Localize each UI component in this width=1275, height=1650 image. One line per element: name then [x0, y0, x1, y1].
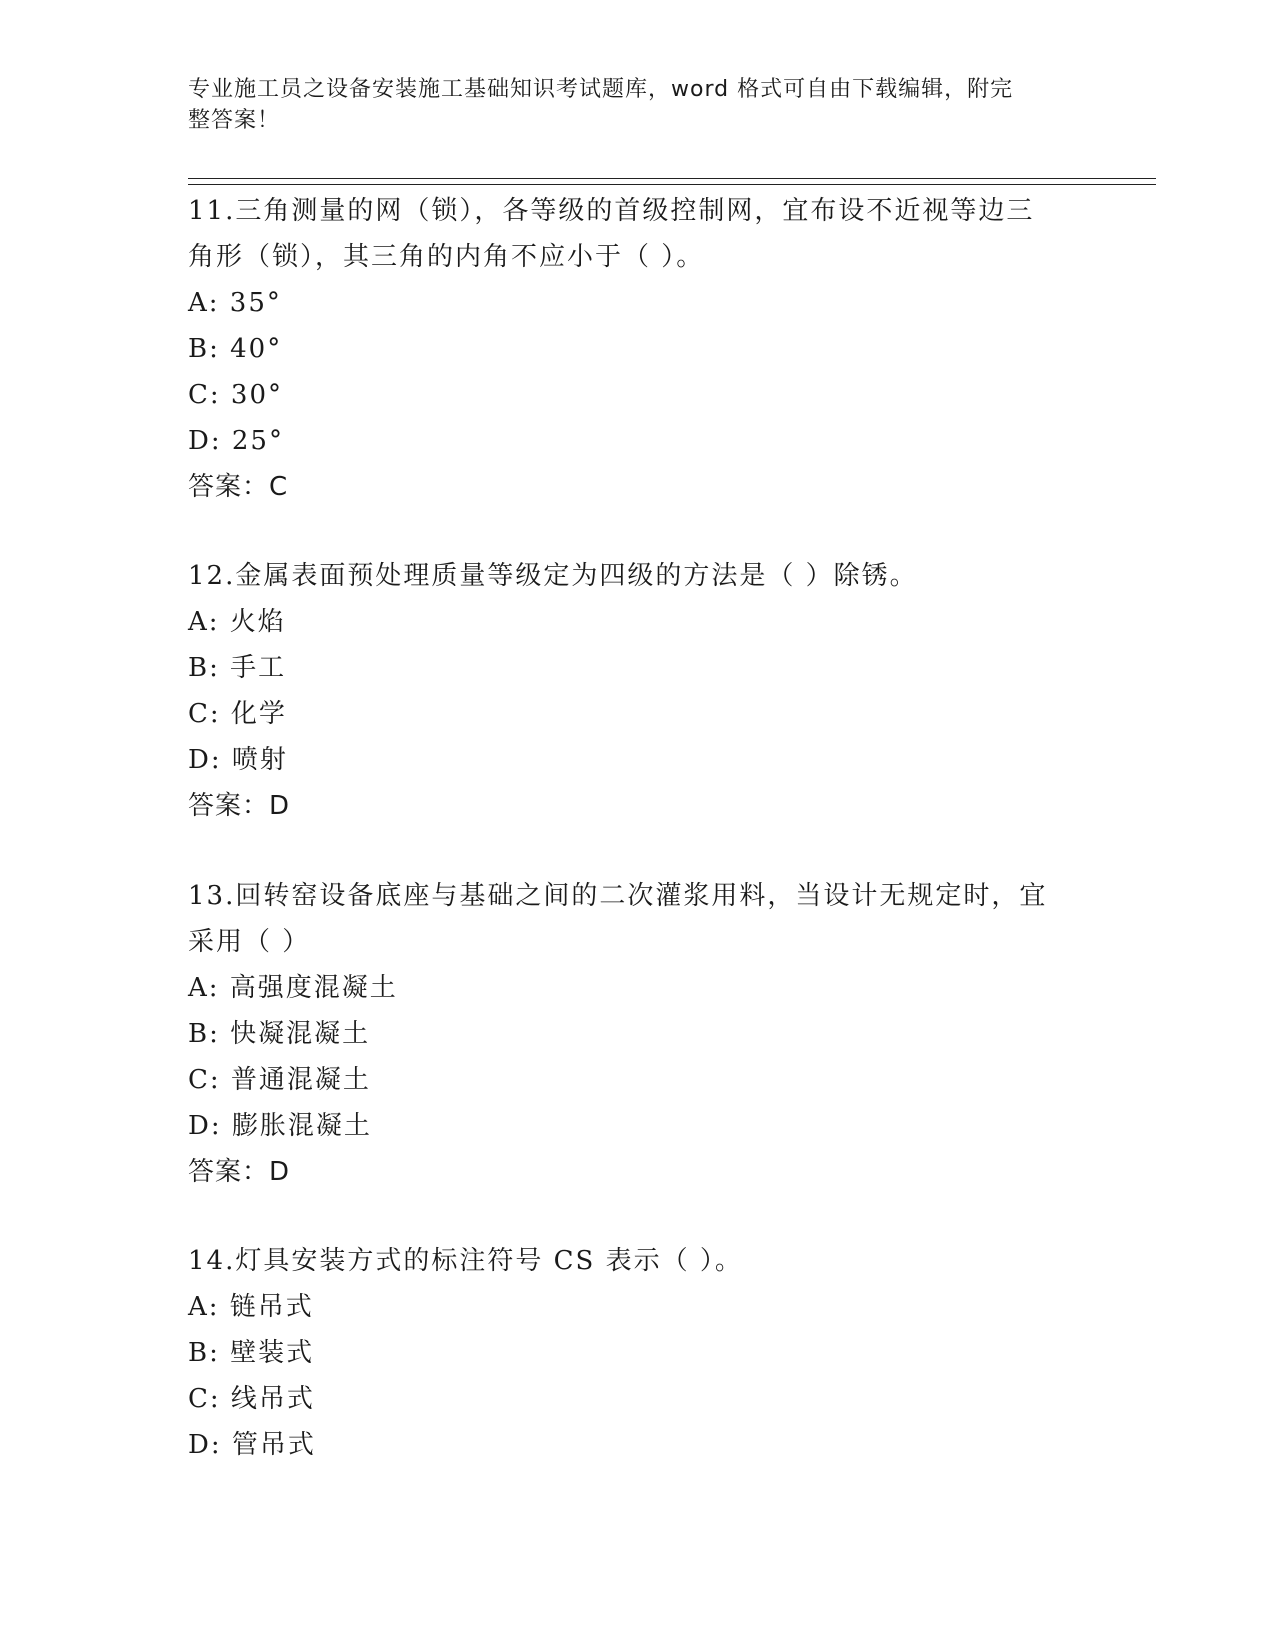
option-a: A: 火焰	[188, 607, 286, 637]
question-13	[188, 873, 1088, 1195]
option-c: C: 普通混凝土	[188, 1065, 371, 1095]
document-header	[188, 74, 1078, 136]
header-line-2: 整答案！	[188, 108, 281, 133]
option-d: D: 膨胀混凝土	[188, 1111, 372, 1141]
question-14	[188, 1238, 1088, 1468]
question-stem-line: 14.灯具安装方式的标注符号 CS 表示（ ）。	[188, 1246, 743, 1276]
answer: 答案：D	[188, 791, 291, 821]
question-stem-line: 12.金属表面预处理质量等级定为四级的方法是（ ）除锈。	[188, 561, 918, 591]
option-d: D: 管吊式	[188, 1430, 316, 1460]
option-d: D: 25°	[188, 426, 284, 456]
option-d: D: 喷射	[188, 745, 288, 775]
option-b: B: 壁装式	[188, 1338, 315, 1368]
question-stem-line: 13.回转窑设备底座与基础之间的二次灌浆用料，当设计无规定时，宜	[188, 881, 1048, 911]
question-12	[188, 553, 1088, 829]
answer: 答案：D	[188, 1157, 291, 1187]
header-divider-bottom	[188, 184, 1156, 185]
option-a: A: 高强度混凝土	[188, 973, 398, 1003]
question-stem-line: 采用（ ）	[188, 927, 311, 957]
option-b: B: 40°	[188, 334, 283, 364]
answer: 答案：C	[188, 472, 289, 502]
option-a: A: 链吊式	[188, 1292, 314, 1322]
header-line-1: 专业施工员之设备安装施工基础知识考试题库，word 格式可自由下载编辑，附完	[188, 77, 1014, 102]
option-a: A: 35°	[188, 288, 282, 318]
question-11	[188, 188, 1088, 510]
question-stem-line: 11.三角测量的网（锁），各等级的首级控制网，宜布设不近视等边三	[188, 196, 1035, 226]
header-divider-top	[188, 178, 1156, 179]
option-b: B: 快凝混凝土	[188, 1019, 371, 1049]
option-c: C: 化学	[188, 699, 287, 729]
option-b: B: 手工	[188, 653, 287, 683]
option-c: C: 线吊式	[188, 1384, 315, 1414]
question-stem-line: 角形（锁），其三角的内角不应小于（ ）。	[188, 242, 705, 272]
option-c: C: 30°	[188, 380, 284, 410]
